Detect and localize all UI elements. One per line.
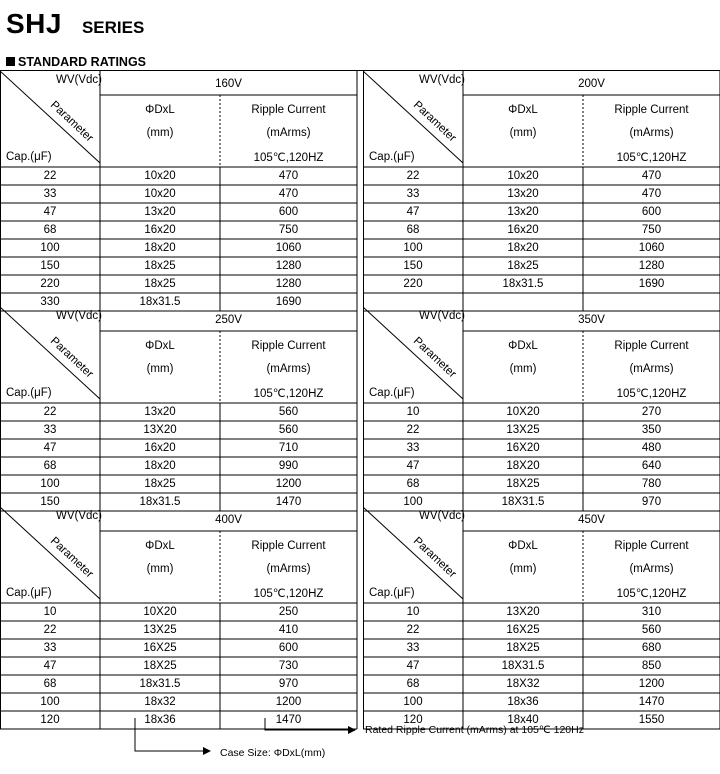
wv-label: WV(Vdc) bbox=[419, 310, 465, 322]
cap-cell: 22 bbox=[43, 624, 57, 636]
ripple-cell: 1690 bbox=[275, 296, 302, 308]
ripple-unit-label: (mArms) bbox=[266, 363, 311, 375]
size-cell: 16x20 bbox=[144, 224, 176, 236]
size-cell: 18x36 bbox=[144, 714, 176, 726]
cap-cell: 10 bbox=[43, 606, 57, 618]
size-label: ΦDxL bbox=[508, 340, 538, 352]
cap-cell: 33 bbox=[406, 642, 420, 654]
ripple-condition-label: 105℃,120HZ bbox=[616, 388, 687, 400]
ripple-cell: 470 bbox=[641, 170, 662, 182]
series-code: SHJ bbox=[6, 8, 62, 39]
parameter-label: Parameter bbox=[410, 335, 459, 381]
cap-cell: 150 bbox=[40, 496, 60, 508]
size-cell: 18x25 bbox=[144, 278, 176, 290]
size-cell: 18X25 bbox=[506, 642, 540, 654]
size-cell: 18X32 bbox=[506, 678, 540, 690]
cap-cell: 10 bbox=[406, 606, 420, 618]
cap-label: Cap.(μF) bbox=[369, 151, 415, 163]
size-cell: 10X20 bbox=[143, 606, 177, 618]
ripple-cell: 600 bbox=[278, 206, 299, 218]
ripple-cell: 1470 bbox=[275, 714, 302, 726]
wv-label: WV(Vdc) bbox=[419, 510, 465, 522]
ripple-cell: 750 bbox=[278, 224, 299, 236]
cap-cell: 100 bbox=[40, 478, 60, 490]
ripple-cell: 560 bbox=[641, 624, 662, 636]
size-cell: 18X20 bbox=[506, 460, 540, 472]
section-title bbox=[6, 55, 146, 69]
size-cell: 18x20 bbox=[507, 242, 539, 254]
ripple-unit-label: (mArms) bbox=[266, 127, 311, 139]
size-cell: 18x25 bbox=[144, 478, 176, 490]
size-cell: 18x31.5 bbox=[139, 496, 181, 508]
cap-cell: 22 bbox=[406, 424, 420, 436]
cap-cell: 47 bbox=[406, 460, 420, 472]
cap-label: Cap.(μF) bbox=[6, 151, 52, 163]
size-cell: 13x20 bbox=[507, 188, 539, 200]
size-label: ΦDxL bbox=[145, 340, 175, 352]
ripple-condition-label: 105℃,120HZ bbox=[616, 152, 687, 164]
cap-cell: 120 bbox=[403, 714, 423, 726]
ripple-label: Ripple Current bbox=[251, 340, 326, 352]
ripple-cell: 470 bbox=[278, 170, 299, 182]
cap-cell: 33 bbox=[406, 442, 420, 454]
ripple-footnote: Rated Ripple Current (mArms) at 105℃ 120Hz bbox=[365, 724, 584, 736]
cap-label: Cap.(μF) bbox=[6, 587, 52, 599]
size-cell: 18x25 bbox=[507, 260, 539, 272]
ripple-cell: 600 bbox=[278, 642, 299, 654]
ripple-cell: 1550 bbox=[638, 714, 665, 726]
series-word: SERIES bbox=[81, 18, 145, 37]
ripple-label: Ripple Current bbox=[614, 340, 689, 352]
parameter-label: Parameter bbox=[47, 99, 96, 145]
ripple-cell: 480 bbox=[641, 442, 662, 454]
voltage-label: 350V bbox=[578, 314, 605, 326]
cap-cell: 150 bbox=[403, 260, 423, 272]
ripple-cell: 970 bbox=[278, 678, 299, 690]
cap-cell: 68 bbox=[43, 224, 57, 236]
ripple-cell: 310 bbox=[641, 606, 662, 618]
size-cell: 18x36 bbox=[507, 696, 539, 708]
cap-cell: 220 bbox=[403, 278, 423, 290]
ripple-cell: 750 bbox=[641, 224, 662, 236]
cap-cell: 47 bbox=[43, 660, 57, 672]
cap-cell: 47 bbox=[406, 660, 420, 672]
case-size-footnote: Case Size: ΦDxL(mm) bbox=[220, 747, 326, 759]
cap-cell: 100 bbox=[403, 496, 423, 508]
ripple-condition-label: 105℃,120HZ bbox=[253, 152, 324, 164]
cap-cell: 68 bbox=[406, 224, 420, 236]
cap-cell: 68 bbox=[406, 478, 420, 490]
size-cell: 18x40 bbox=[507, 714, 539, 726]
size-label: ΦDxL bbox=[145, 540, 175, 552]
ratings-table bbox=[363, 71, 720, 311]
size-cell: 16x20 bbox=[507, 224, 539, 236]
ripple-cell: 1280 bbox=[275, 260, 302, 272]
size-cell: 13X20 bbox=[506, 606, 540, 618]
parameter-label: Parameter bbox=[47, 535, 96, 581]
size-unit-label: (mm) bbox=[146, 363, 174, 375]
cap-cell: 47 bbox=[406, 206, 420, 218]
wv-label: WV(Vdc) bbox=[56, 74, 102, 86]
cap-cell: 47 bbox=[43, 442, 57, 454]
cap-cell: 100 bbox=[40, 696, 60, 708]
size-cell: 10x20 bbox=[144, 188, 176, 200]
ratings-table bbox=[363, 507, 720, 729]
ripple-cell: 560 bbox=[278, 406, 299, 418]
cap-cell: 330 bbox=[40, 296, 60, 308]
cap-cell: 120 bbox=[40, 714, 60, 726]
size-cell: 18x32 bbox=[144, 696, 176, 708]
ripple-condition-label: 105℃,120HZ bbox=[253, 388, 324, 400]
size-cell: 18X31.5 bbox=[501, 496, 545, 508]
cap-cell: 47 bbox=[43, 206, 57, 218]
ripple-cell: 710 bbox=[278, 442, 299, 454]
ripple-cell: 410 bbox=[278, 624, 299, 636]
size-unit-label: (mm) bbox=[509, 363, 537, 375]
size-unit-label: (mm) bbox=[146, 127, 174, 139]
ripple-cell: 640 bbox=[641, 460, 662, 472]
parameter-label: Parameter bbox=[47, 335, 96, 381]
ripple-cell: 470 bbox=[641, 188, 662, 200]
cap-cell: 68 bbox=[43, 460, 57, 472]
wv-label: WV(Vdc) bbox=[56, 510, 102, 522]
size-cell: 18x20 bbox=[144, 242, 176, 254]
ripple-cell: 970 bbox=[641, 496, 662, 508]
ripple-cell: 350 bbox=[641, 424, 662, 436]
size-cell: 10X20 bbox=[506, 406, 540, 418]
ripple-cell: 990 bbox=[278, 460, 299, 472]
size-cell: 16X25 bbox=[143, 642, 177, 654]
cap-cell: 22 bbox=[43, 170, 57, 182]
ripple-condition-label: 105℃,120HZ bbox=[616, 588, 687, 600]
size-cell: 16X20 bbox=[506, 442, 540, 454]
cap-cell: 10 bbox=[406, 406, 420, 418]
size-cell: 10x20 bbox=[507, 170, 539, 182]
size-cell: 10x20 bbox=[144, 170, 176, 182]
size-cell: 13x20 bbox=[507, 206, 539, 218]
ripple-cell: 1200 bbox=[275, 478, 302, 490]
size-cell: 16X25 bbox=[506, 624, 540, 636]
cap-cell: 33 bbox=[43, 642, 57, 654]
size-label: ΦDxL bbox=[508, 540, 538, 552]
ratings-table bbox=[0, 71, 357, 311]
parameter-label: Parameter bbox=[410, 535, 459, 581]
size-cell: 13x20 bbox=[144, 406, 176, 418]
ripple-unit-label: (mArms) bbox=[629, 563, 674, 575]
ripple-cell: 1200 bbox=[275, 696, 302, 708]
ratings-table bbox=[363, 307, 720, 511]
cap-label: Cap.(μF) bbox=[6, 387, 52, 399]
size-cell: 18x25 bbox=[144, 260, 176, 272]
ripple-label: Ripple Current bbox=[251, 104, 326, 116]
ripple-cell: 1690 bbox=[638, 278, 665, 290]
cap-cell: 100 bbox=[40, 242, 60, 254]
ripple-cell: 780 bbox=[641, 478, 662, 490]
ripple-unit-label: (mArms) bbox=[266, 563, 311, 575]
cap-cell: 68 bbox=[43, 678, 57, 690]
ripple-cell: 600 bbox=[641, 206, 662, 218]
ratings-sheet bbox=[0, 70, 720, 727]
ripple-cell: 1470 bbox=[275, 496, 302, 508]
ripple-cell: 730 bbox=[278, 660, 299, 672]
size-label: ΦDxL bbox=[508, 104, 538, 116]
size-cell: 18X31.5 bbox=[501, 660, 545, 672]
size-unit-label: (mm) bbox=[509, 127, 537, 139]
ripple-condition-label: 105℃,120HZ bbox=[253, 588, 324, 600]
ratings-table bbox=[0, 307, 357, 511]
cap-cell: 100 bbox=[403, 242, 423, 254]
cap-label: Cap.(μF) bbox=[369, 587, 415, 599]
ripple-label: Ripple Current bbox=[614, 540, 689, 552]
size-cell: 18x20 bbox=[144, 460, 176, 472]
ripple-cell: 1280 bbox=[275, 278, 302, 290]
wv-label: WV(Vdc) bbox=[419, 74, 465, 86]
ripple-cell: 560 bbox=[278, 424, 299, 436]
voltage-label: 200V bbox=[578, 78, 605, 90]
cap-cell: 150 bbox=[40, 260, 60, 272]
voltage-label: 250V bbox=[215, 314, 242, 326]
ripple-cell: 1200 bbox=[638, 678, 665, 690]
cap-cell: 33 bbox=[406, 188, 420, 200]
cap-cell: 68 bbox=[406, 678, 420, 690]
wv-label: WV(Vdc) bbox=[56, 310, 102, 322]
size-label: ΦDxL bbox=[145, 104, 175, 116]
section-title-text: STANDARD RATINGS bbox=[18, 55, 147, 69]
size-cell: 18x31.5 bbox=[139, 678, 181, 690]
ripple-cell: 1060 bbox=[275, 242, 302, 254]
cap-cell: 100 bbox=[403, 696, 423, 708]
parameter-label: Parameter bbox=[410, 99, 459, 145]
size-cell: 13X25 bbox=[143, 624, 177, 636]
ripple-label: Ripple Current bbox=[251, 540, 326, 552]
ripple-cell: 1060 bbox=[638, 242, 665, 254]
ripple-cell: 1470 bbox=[638, 696, 665, 708]
size-cell: 18x31.5 bbox=[139, 296, 181, 308]
size-cell: 18X25 bbox=[506, 478, 540, 490]
cap-cell: 33 bbox=[43, 188, 57, 200]
ripple-cell: 470 bbox=[278, 188, 299, 200]
ripple-unit-label: (mArms) bbox=[629, 363, 674, 375]
square-bullet-icon bbox=[6, 57, 15, 66]
ratings-table bbox=[0, 507, 357, 729]
ripple-cell: 1280 bbox=[638, 260, 665, 272]
size-cell: 16x20 bbox=[144, 442, 176, 454]
size-cell: 13x20 bbox=[144, 206, 176, 218]
voltage-label: 450V bbox=[578, 514, 605, 526]
page-title bbox=[6, 8, 144, 40]
size-unit-label: (mm) bbox=[509, 563, 537, 575]
voltage-label: 400V bbox=[215, 514, 242, 526]
ripple-unit-label: (mArms) bbox=[629, 127, 674, 139]
size-unit-label: (mm) bbox=[146, 563, 174, 575]
cap-cell: 220 bbox=[40, 278, 60, 290]
ripple-cell: 270 bbox=[641, 406, 662, 418]
size-cell: 13X20 bbox=[143, 424, 177, 436]
ripple-cell: 680 bbox=[641, 642, 662, 654]
cap-cell: 22 bbox=[43, 406, 57, 418]
size-cell: 13X25 bbox=[506, 424, 540, 436]
cap-cell: 22 bbox=[406, 624, 420, 636]
cap-label: Cap.(μF) bbox=[369, 387, 415, 399]
cap-cell: 33 bbox=[43, 424, 57, 436]
ripple-cell: 250 bbox=[278, 606, 299, 618]
cap-cell: 22 bbox=[406, 170, 420, 182]
size-cell: 18X25 bbox=[143, 660, 177, 672]
ripple-label: Ripple Current bbox=[614, 104, 689, 116]
voltage-label: 160V bbox=[215, 78, 242, 90]
size-cell: 18x31.5 bbox=[502, 278, 544, 290]
ripple-cell: 850 bbox=[641, 660, 662, 672]
